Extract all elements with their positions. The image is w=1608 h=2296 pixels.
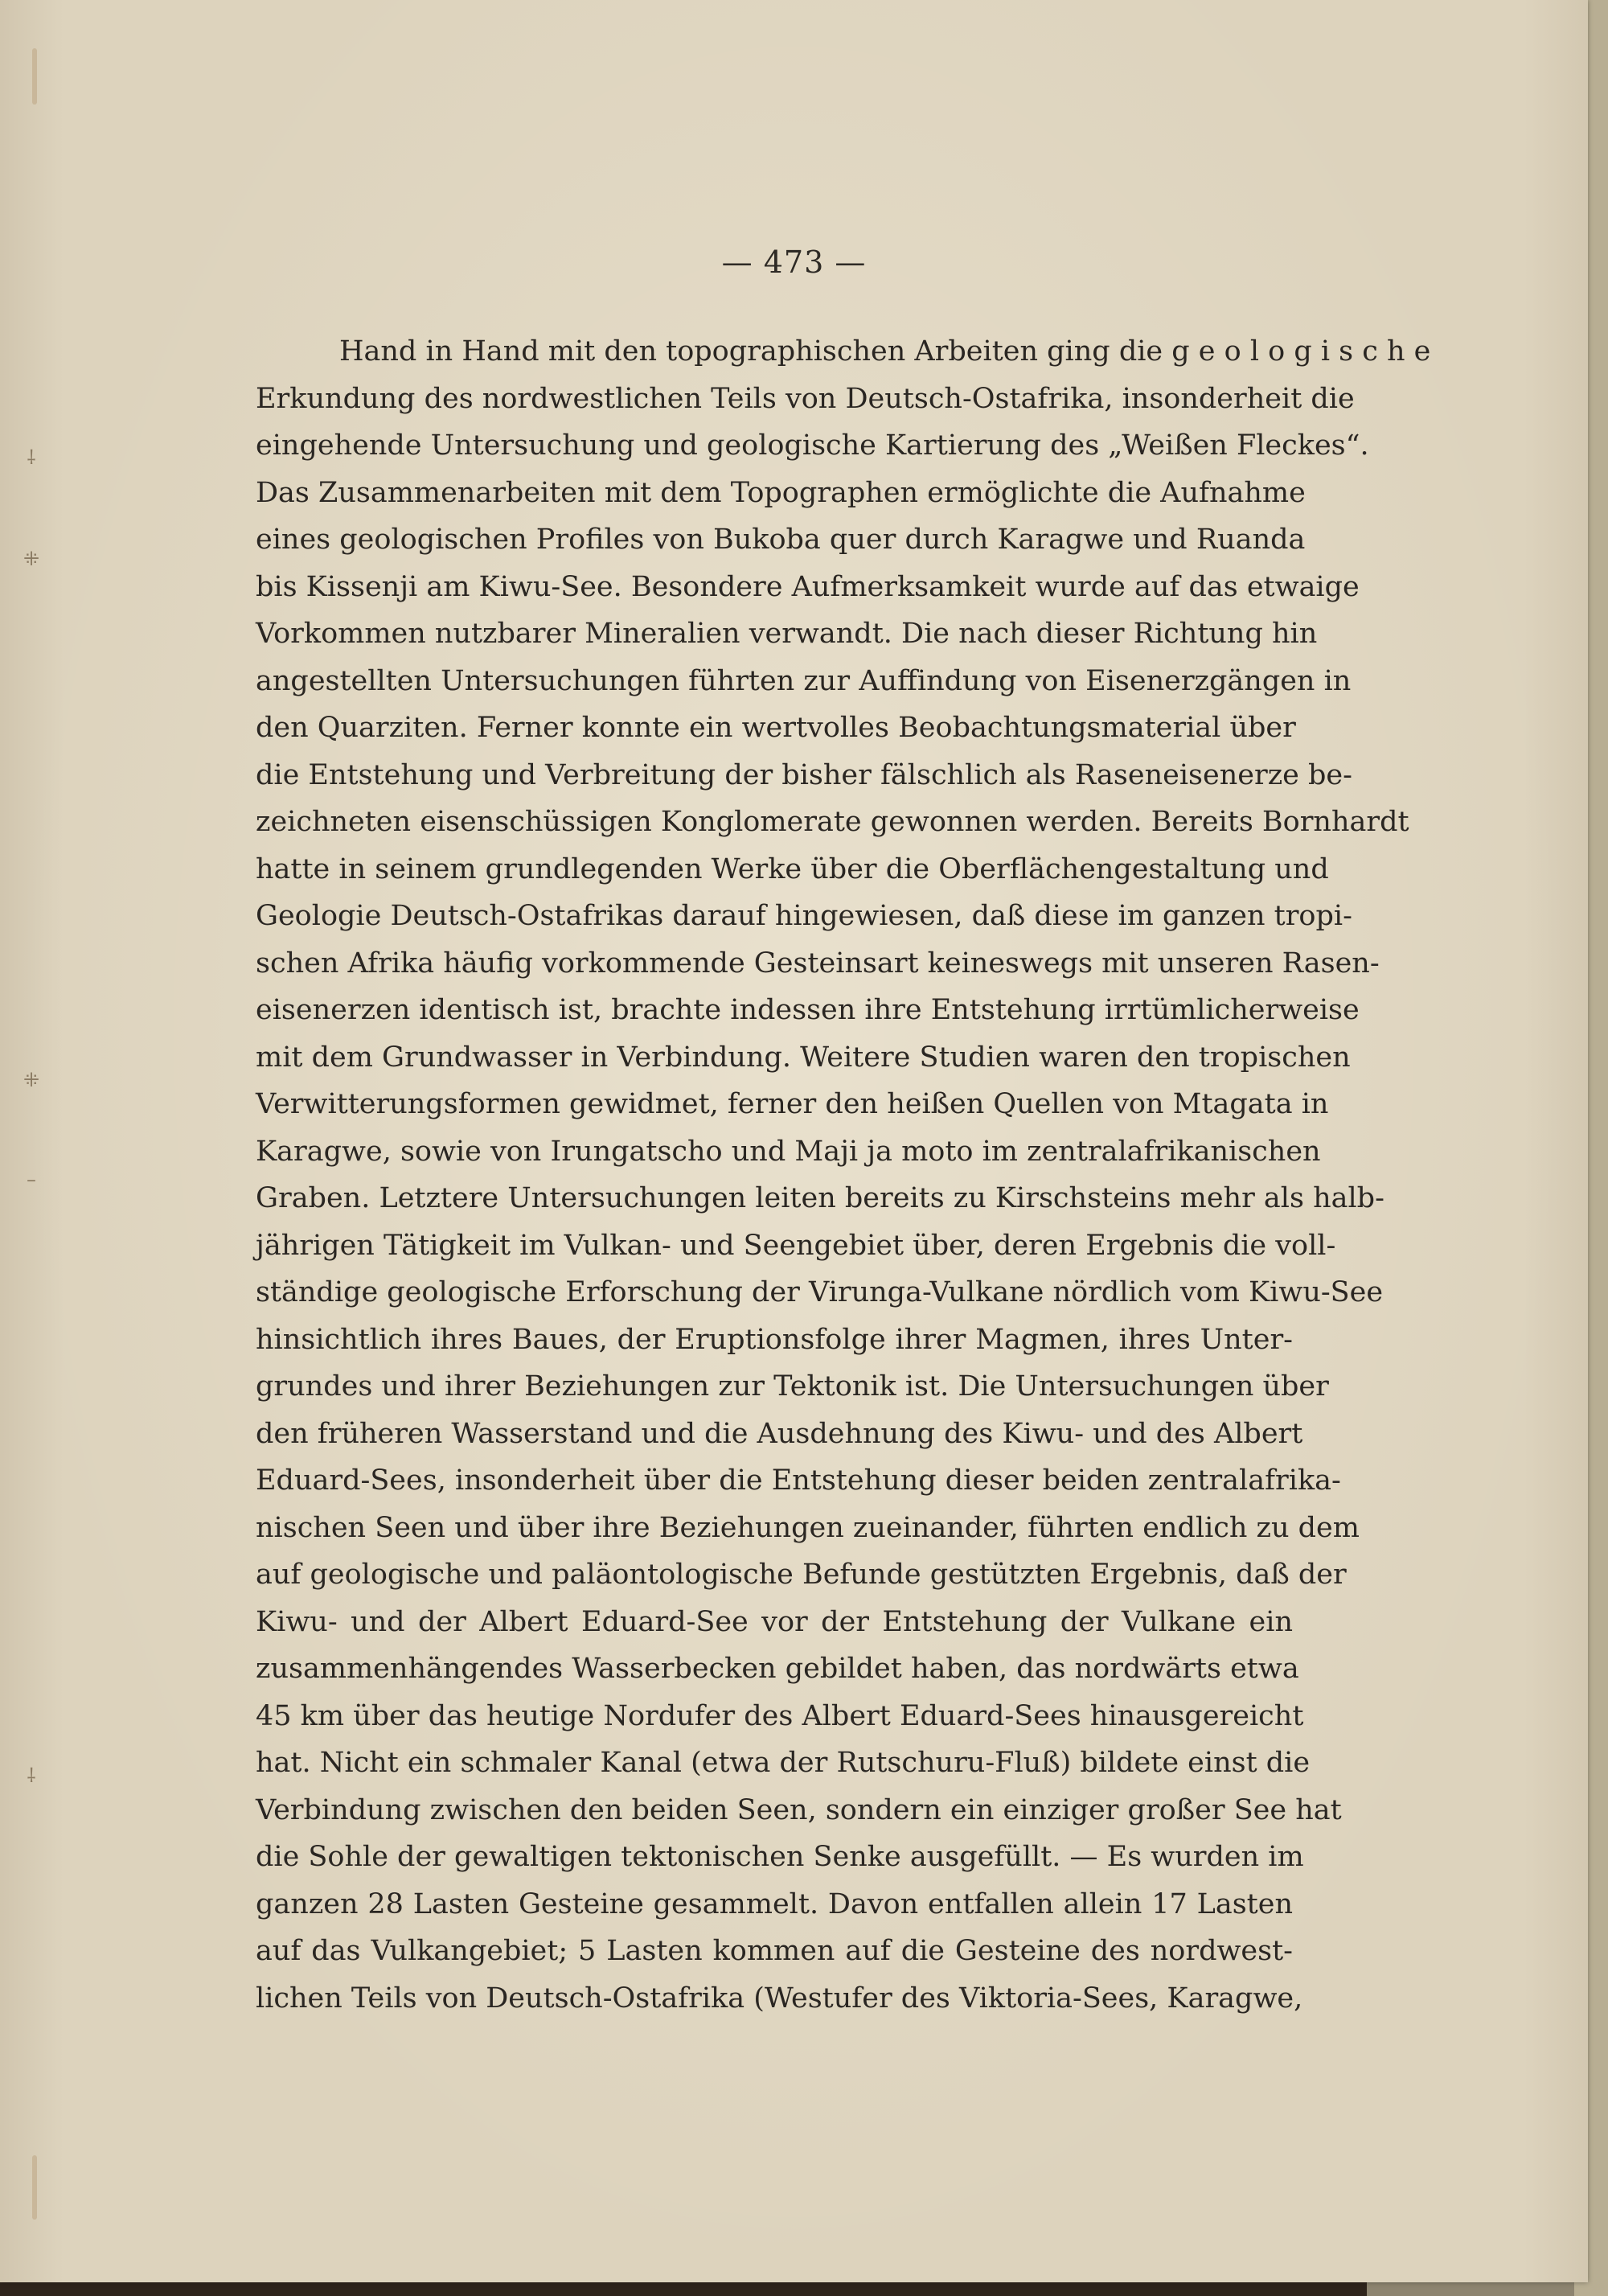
text-line: auf das Vulkangebiet; 5 Lasten kommen auf die Gesteine des nordwest- [256, 1935, 1293, 1967]
text-line: Verbindung zwischen den beiden Seen, sondern ein einziger großer See hat [256, 1793, 1342, 1826]
text-line: bis Kissenji am Kiwu-See. Besondere Aufmerksamkeit wurde auf das etwaige [256, 570, 1360, 603]
text-line: eisenerzen identisch ist, brachte indessen ihre Entstehung irrtümlicherweise [256, 994, 1360, 1026]
text-line: schen Afrika häufig vorkommende Gesteinsart keineswegs mit unseren Rasen- [256, 947, 1380, 980]
text-line: Geologie Deutsch-Ostafrikas darauf hingewiesen, daß diese im ganzen tropi- [256, 900, 1352, 932]
binding-thread-mark-icon: ⁜ [23, 1069, 40, 1091]
text-line: grundes und ihrer Beziehungen zur Tektonik ist. Die Untersuchungen über [256, 1370, 1329, 1403]
text-line: eines geologischen Profiles von Bukoba quer durch Karagwe und Ruanda [256, 524, 1306, 556]
text-line: nischen Seen und über ihre Beziehungen zueinander, führten endlich zu dem [256, 1511, 1360, 1544]
text-line: hatte in seinem grundlegenden Werke über die Oberflächengestaltung und [256, 852, 1329, 885]
text-line: die Entstehung und Verbreitung der bisher fälschlich als Raseneisenerze be- [256, 758, 1352, 791]
text-line: jährigen Tätigkeit im Vulkan- und Seengebiet über, deren Ergebnis die voll- [256, 1229, 1336, 1262]
text-line: den Quarziten. Ferner konnte ein wertvolles Beobachtungsmaterial über [256, 712, 1296, 744]
text-line: lichen Teils von Deutsch-Ostafrika (Westufer des Viktoria-Sees, Karagwe, [256, 1982, 1303, 2015]
text-line: Kiwu- und der Albert Eduard-See vor der Entstehung der Vulkane ein [256, 1605, 1293, 1638]
text-line: ständige geologische Erforschung der Virunga-Vulkane nördlich vom Kiwu-See [256, 1276, 1384, 1308]
text-line: zeichneten eisenschüssigen Konglomerate gewonnen werden. Bereits Bornhardt [256, 806, 1409, 838]
text-line: ganzen 28 Lasten Gesteine gesammelt. Davon entfallen allein 17 Lasten [256, 1887, 1293, 1920]
binding-thread-mark-icon: ⸸ [27, 446, 36, 469]
text-line: mit dem Grundwasser in Verbindung. Weitere Studien waren den tropischen [256, 1041, 1351, 1074]
text-line: eingehende Untersuchung und geologische Kartierung des „Weißen Fleckes“. [256, 429, 1369, 462]
text-line: auf geologische und paläontologische Befunde gestützten Ergebnis, daß der [256, 1559, 1347, 1591]
binding-thread-mark-icon: – [27, 1169, 36, 1191]
text-line: 45 km über das heutige Nordufer des Albert Eduard-Sees hinausgereicht [256, 1699, 1304, 1732]
text-line: Hand in Hand mit den topographischen Arbeiten ging die g e o l o g i s c h e [339, 335, 1431, 368]
binding-thread-mark-icon: ⸸ [27, 1764, 36, 1787]
text-line: zusammenhängendes Wasserbecken gebildet haben, das nordwärts etwa [256, 1653, 1299, 1685]
text-line: angestellten Untersuchungen führten zur Auffindung von Eisenerzgängen in [256, 664, 1352, 697]
binding-thread-mark-icon: ⁜ [23, 548, 40, 570]
text-line: Vorkommen nutzbarer Mineralien verwandt. Die nach dieser Richtung hin [256, 618, 1318, 650]
text-line: hinsichtlich ihres Baues, der Eruptionsfolge ihrer Magmen, ihres Unter- [256, 1323, 1293, 1356]
text-line: Graben. Letztere Untersuchungen leiten bereits zu Kirschsteins mehr als halb- [256, 1182, 1384, 1214]
text-line: Das Zusammenarbeiten mit dem Topographen ermöglichte die Aufnahme [256, 476, 1306, 509]
text-line: Eduard-Sees, insonderheit über die Entstehung dieser beiden zentralafrika- [256, 1464, 1341, 1497]
binding-stain [32, 48, 37, 105]
body-paragraph [256, 328, 1431, 2017]
binding-stain [32, 2155, 37, 2220]
text-line: den früheren Wasserstand und die Ausdehnung des Kiwu- und des Albert [256, 1417, 1303, 1450]
text-line: Verwitterungsformen gewidmet, ferner den heißen Quellen von Mtagata in [256, 1088, 1329, 1120]
text-line: hat. Nicht ein schmaler Kanal (etwa der Rutschuru-Fluß) bildete einst die [256, 1747, 1311, 1779]
text-line: Erkundung des nordwestlichen Teils von Deutsch-Ostafrika, insonderheit die [256, 382, 1355, 415]
page-number: — 473 — [721, 244, 867, 280]
text-line: Karagwe, sowie von Irungatscho und Maji ja moto im zentralafrikanischen [256, 1135, 1321, 1168]
text-line: die Sohle der gewaltigen tektonischen Senke ausgefüllt. — Es wurden im [256, 1841, 1304, 1873]
